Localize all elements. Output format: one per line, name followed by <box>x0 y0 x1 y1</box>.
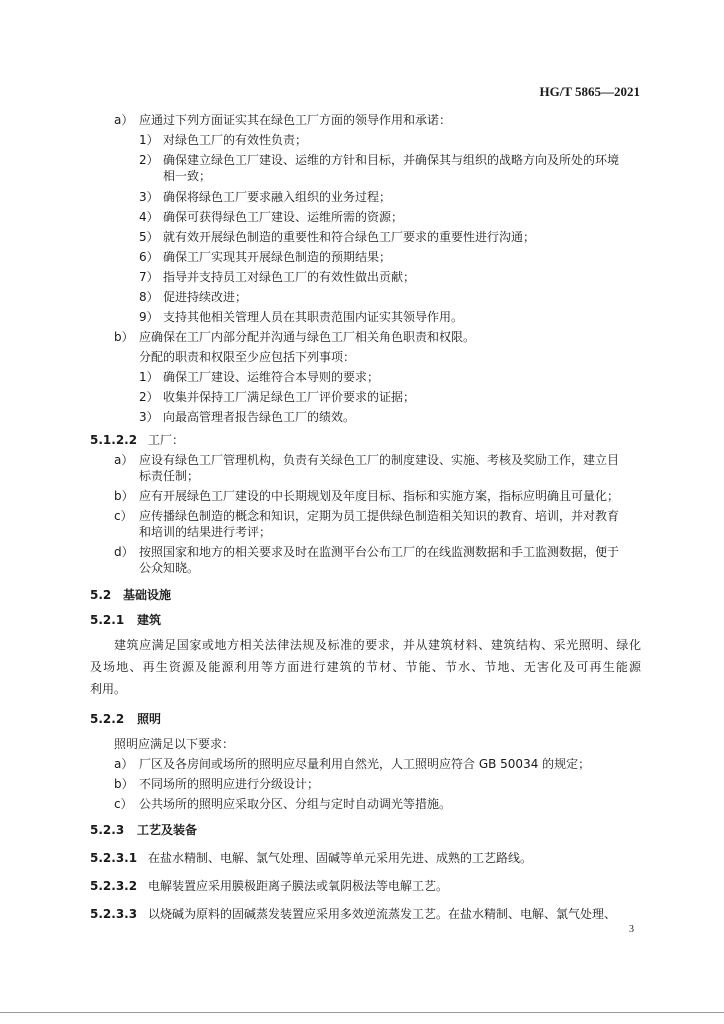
list-item-text: 按照国家和地方的相关要求及时在监测平台公布工厂的在线监测数据和手工监测数据，便于 <box>139 545 620 559</box>
section-title: 建筑 <box>137 613 162 627</box>
standard-code: HG/T 5865—2021 <box>539 84 640 99</box>
paragraph-line: 建筑应满足国家或地方相关法律法规及标准的要求，并从建筑材料、建筑结构、采光照明、绿化 <box>114 638 641 652</box>
paragraph-line: 及场地、再生资源及能源利用等方面进行建筑的节材、节能、节水、节地、无害化及可再生能源 <box>90 660 641 674</box>
item-a-marker: a） <box>114 113 134 127</box>
list-item-continuation: 公众知晓。 <box>139 561 200 575</box>
list-item-marker: a） <box>114 453 134 467</box>
list-item-number: 4） <box>139 210 159 224</box>
list-item-number: 7） <box>139 270 159 284</box>
section-title: 工艺及装备 <box>137 823 198 837</box>
list-item-marker: d） <box>114 545 134 559</box>
list-item-number: 3） <box>139 410 159 424</box>
list-item-number: 3） <box>139 190 159 204</box>
list-item-marker: b） <box>114 777 134 791</box>
list-item-text: 确保可获得绿色工厂建设、运维所需的资源； <box>163 210 404 224</box>
section-number: 5.2 <box>90 588 112 602</box>
scan-edge-line <box>0 1012 724 1013</box>
page-number: 3 <box>629 924 634 935</box>
clause-number: 5.1.2.2 <box>90 433 138 447</box>
list-item-marker: c） <box>114 509 133 523</box>
list-item-text: 确保建立绿色工厂建设、运维的方针和目标，并确保其与组织的战略方向及所处的环境 <box>163 153 620 167</box>
list-item-number: 6） <box>139 250 159 264</box>
list-item-number: 9） <box>139 310 159 324</box>
list-item-text: 促进持续改进； <box>163 290 248 304</box>
item-b-text: 应确保在工厂内部分配并沟通与绿色工厂相关角色职责和权限。 <box>139 330 476 344</box>
item-a-text: 应通过下列方面证实其在绿色工厂方面的领导作用和承诺： <box>139 113 452 127</box>
clause-text: 电解装置应采用膜极距离子膜法或氧阴极法等电解工艺。 <box>148 879 449 893</box>
list-item-text: 收集并保持工厂满足绿色工厂评价要求的证据； <box>163 390 416 404</box>
list-item-continuation: 相一致； <box>163 169 212 183</box>
list-item-text: 厂区及各房间或场所的照明应尽量利用自然光，人工照明应符合 GB 50034 的规定； <box>139 757 591 771</box>
list-item-text: 应设有绿色工厂管理机构，负责有关绿色工厂的制度建设、实施、考核及奖励工作，建立目 <box>139 453 620 467</box>
paragraph-intro: 照明应满足以下要求： <box>114 737 235 751</box>
list-item-number: 1） <box>139 133 159 147</box>
list-item-text: 指导并支持员工对绿色工厂的有效性做出贡献； <box>163 270 416 284</box>
list-item-text: 对绿色工厂的有效性负责； <box>163 133 308 147</box>
paragraph-line: 利用。 <box>90 682 127 696</box>
list-item-number: 5） <box>139 230 159 244</box>
section-title: 基础设施 <box>123 588 172 602</box>
list-item-marker: b） <box>114 489 134 503</box>
list-item-marker: c） <box>114 797 133 811</box>
clause-number: 5.2.3.1 <box>90 851 138 865</box>
clause-text: 在盐水精制、电解、氯气处理、固碱等单元采用先进、成熟的工艺路线。 <box>148 851 533 865</box>
list-item-text: 不同场所的照明应进行分级设计； <box>139 777 320 791</box>
clause-title: 工厂： <box>148 433 185 447</box>
list-item-marker: a） <box>114 757 134 771</box>
clause-number: 5.2.3.3 <box>90 907 138 921</box>
list-item-number: 2） <box>139 153 159 167</box>
list-item-text: 确保工厂实现其开展绿色制造的预期结果； <box>163 250 392 264</box>
list-item-text: 公共场所的照明应采取分区、分组与定时自动调光等措施。 <box>139 797 452 811</box>
list-item-text: 确保将绿色工厂要求融入组织的业务过程； <box>163 190 392 204</box>
list-item-text: 应传播绿色制造的概念和知识，定期为员工提供绿色制造相关知识的教育、培训，并对教育 <box>139 509 620 523</box>
list-item-text: 就有效开展绿色制造的重要性和符合绿色工厂要求的重要性进行沟通； <box>163 230 536 244</box>
clause-number: 5.2.3.2 <box>90 879 138 893</box>
section-title: 照明 <box>137 712 162 726</box>
section-number: 5.2.3 <box>90 823 125 837</box>
section-number: 5.2.2 <box>90 712 125 726</box>
list-item-number: 8） <box>139 290 159 304</box>
item-b-sub-intro: 分配的职责和权限至少应包括下列事项： <box>139 350 356 364</box>
list-item-text: 确保工厂建设、运维符合本导则的要求； <box>163 370 380 384</box>
section-number: 5.2.1 <box>90 613 125 627</box>
list-item-number: 2） <box>139 390 159 404</box>
clause-text: 以烧碱为原料的固碱蒸发装置应采用多效逆流蒸发工艺。在盐水精制、电解、氯气处理、 <box>148 907 617 921</box>
item-b-marker: b） <box>114 330 134 344</box>
list-item-continuation: 和培训的结果进行考评； <box>139 525 272 539</box>
list-item-text: 应有开展绿色工厂建设的中长期规划及年度目标、指标和实施方案，指标应明确且可量化； <box>139 489 620 503</box>
list-item-continuation: 标责任制； <box>139 469 200 483</box>
list-item-number: 1） <box>139 370 159 384</box>
list-item-text: 向最高管理者报告绿色工厂的绩效。 <box>163 410 356 424</box>
list-item-text: 支持其他相关管理人员在其职责范围内证实其领导作用。 <box>163 310 464 324</box>
